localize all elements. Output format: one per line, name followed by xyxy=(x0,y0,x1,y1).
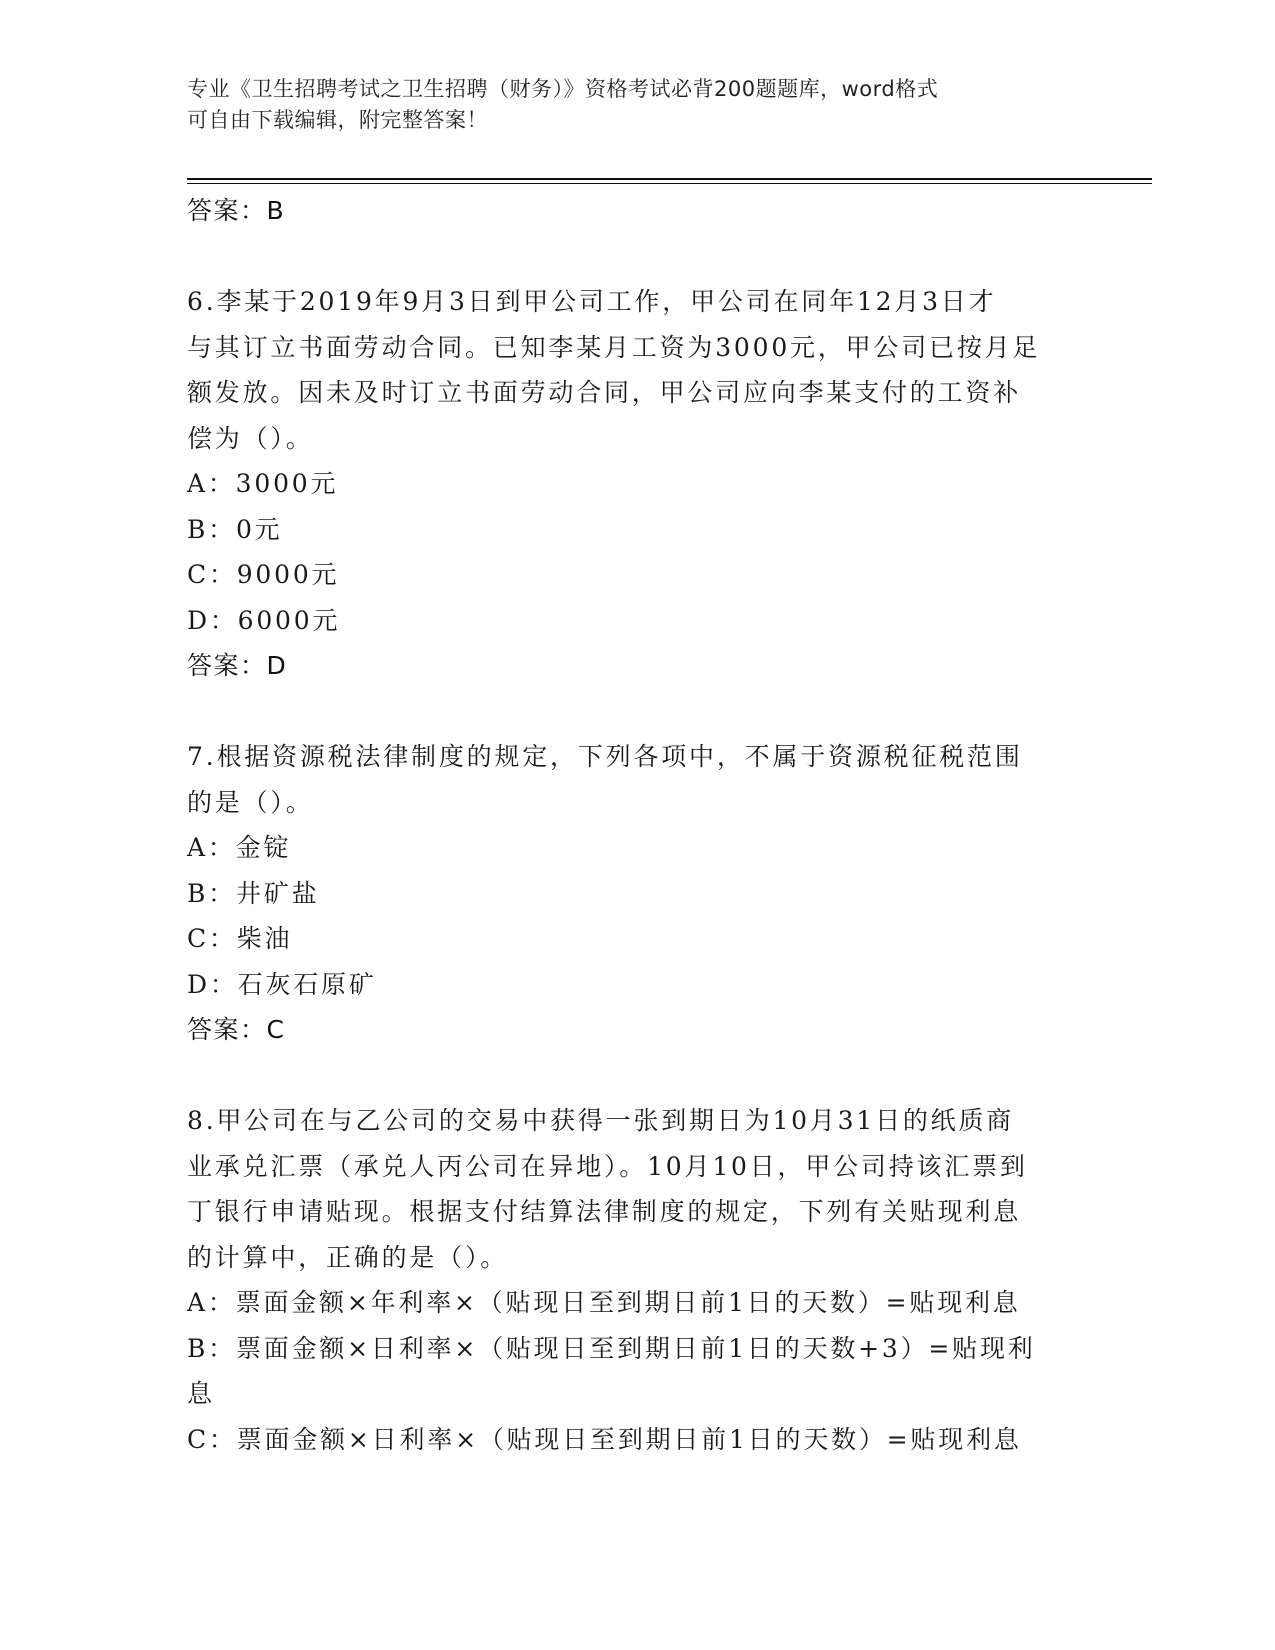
question-stem-line: 的计算中，正确的是（）。 xyxy=(187,1242,509,1272)
question-stem-line: 7.根据资源税法律制度的规定，下列各项中，不属于资源税征税范围 xyxy=(187,742,1023,771)
option-b: B：井矿盐 xyxy=(187,878,320,908)
header-line: 专业《卫生招聘考试之卫生招聘（财务）》资格考试必背200题题库，word格式 xyxy=(187,77,939,101)
option-a: A：金锭 xyxy=(187,833,292,862)
question-stem-line: 丁银行申请贴现。根据支付结算法律制度的规定，下列有关贴现利息 xyxy=(187,1197,1022,1226)
option-a: A：票面金额×年利率×（贴现日至到期日前1日的天数）=贴现利息 xyxy=(187,1288,1021,1317)
question-stem-line: 偿为（）。 xyxy=(187,423,314,453)
option-c: C：柴油 xyxy=(187,924,293,953)
option-d: D：石灰石原矿 xyxy=(187,969,377,999)
option-b: B：0元 xyxy=(187,514,283,544)
option-b-continued: 息 xyxy=(187,1379,215,1408)
option-a: A：3000元 xyxy=(187,469,339,498)
header-divider-thin xyxy=(187,183,1152,184)
header-line: 可自由下载编辑，附完整答案！ xyxy=(187,108,488,132)
option-c: C：票面金额×日利率×（贴现日至到期日前1日的天数）=贴现利息 xyxy=(187,1424,1022,1454)
question-stem-line: 额发放。因未及时订立书面劳动合同，甲公司应向李某支付的工资补 xyxy=(187,378,1022,407)
question-block xyxy=(187,1098,1087,1462)
question-stem-line: 业承兑汇票（承兑人丙公司在异地）。10月10日，甲公司持该汇票到 xyxy=(187,1151,1028,1181)
answer-line: 答案：B xyxy=(187,196,286,225)
question-stem-line: 8.甲公司在与乙公司的交易中获得一张到期日为10月31日的纸质商 xyxy=(187,1106,1015,1135)
option-b: B：票面金额×日利率×（贴现日至到期日前1日的天数+3）=贴现利 xyxy=(187,1333,1036,1363)
answer-line: 答案：C xyxy=(187,1015,286,1044)
document-header xyxy=(187,74,1067,136)
question-list xyxy=(187,188,1087,1462)
question-stem-line: 6.李某于2019年9月3日到甲公司工作，甲公司在同年12月3日才 xyxy=(187,287,997,316)
question-stem-line: 与其订立书面劳动合同。已知李某月工资为3000元，甲公司已按月足 xyxy=(187,332,1041,362)
answer-line: 答案：D xyxy=(187,651,288,680)
question-stem-line: 的是（）。 xyxy=(187,787,314,817)
header-divider xyxy=(187,178,1152,180)
option-c: C：9000元 xyxy=(187,560,340,589)
question-block xyxy=(187,279,1087,689)
option-d: D：6000元 xyxy=(187,605,341,635)
question-block xyxy=(187,734,1087,1053)
